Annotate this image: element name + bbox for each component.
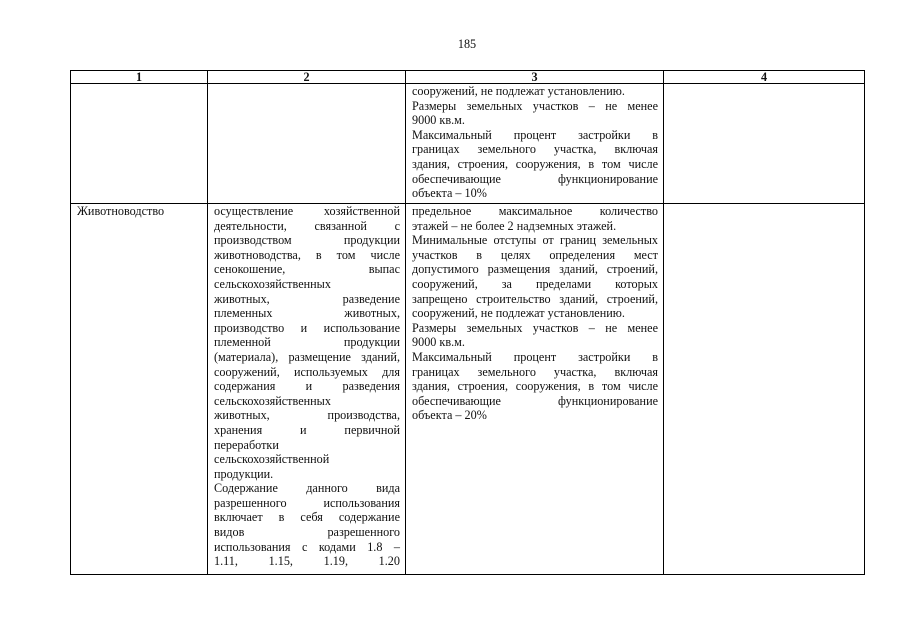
column-header-3: 3 [406,71,664,84]
text-line: запрещено строительство зданий, строений, [412,291,658,306]
text-line: животных, производства, [214,408,400,423]
regulations-table [70,70,865,575]
text-line: производством продукции [214,233,400,248]
text-line: здания, строения, сооружения, в том числе [412,156,658,171]
text-line: Содержание данного вида [214,481,400,496]
text-line: племенных животных, [214,306,400,321]
text-line: сельскохозяйственной [214,452,330,467]
text-line: использования с кодами 1.8 – [214,539,400,554]
text-line: Размеры земельных участков – не менее [412,320,658,335]
table-row [71,204,865,575]
use-type-cell [71,204,208,575]
text-line: животноводства, в том числе [214,247,400,262]
use-type-cell [71,84,208,204]
column-header-2: 2 [208,71,406,84]
text-line: допустимого размещения зданий, строений, [412,262,658,277]
text-line: продукции. [214,466,274,481]
text-line: животных, разведение [214,291,400,306]
text-line: объекта – 10% [412,186,487,201]
text-line: Максимальный процент застройки в [412,349,658,364]
text-line: объекта – 20% [412,408,487,423]
header-row [71,71,865,84]
text-line: сенокошение, выпас [214,262,400,277]
text-line: Максимальный процент застройки в [412,127,658,142]
text-line: разрешенного использования [214,495,400,510]
text-line: участков в целях определения мест [412,247,658,262]
text-line: 9000 кв.м. [412,335,465,350]
text-line: (материала), размещение зданий, [214,349,400,364]
use-description-cell [208,204,406,575]
text-line: деятельности, связанной с [214,218,400,233]
text-line: переработки [214,437,279,452]
text-line: сельскохозяйственных [214,276,331,291]
page-number: 185 [457,37,477,51]
text-line: Размеры земельных участков – не менее [412,98,658,113]
notes-cell [664,84,865,204]
text-line: сельскохозяйственных [214,393,331,408]
notes-cell [664,204,865,575]
column-header-4: 4 [664,71,865,84]
text-line: осуществление хозяйственной [214,204,400,218]
column-header-1: 1 [71,71,208,84]
text-line: здания, строения, сооружения, в том числе [412,379,658,394]
text-line: племенной продукции [214,335,400,350]
text-line: предельное максимальное количество [412,204,658,218]
parameters-cell [406,204,664,575]
text-line: сооружений, используемых для [214,364,400,379]
parameters-cell [406,84,664,204]
use-description-cell [208,84,406,204]
text-line: содержания и разведения [214,379,400,394]
text-line: обеспечивающие функционирование [412,393,658,408]
text-line: обеспечивающие функционирование [412,171,658,186]
text-line: сооружений, за пределами которых [412,276,658,291]
text-line: Животноводство [77,204,165,218]
table-row [71,84,865,204]
text-line: 1.11, 1.15, 1.19, 1.20 [214,554,400,569]
text-line: производство и использование [214,320,400,335]
text-line: видов разрешенного [214,525,400,540]
text-line: границах земельного участка, включая [412,364,658,379]
table-body [71,71,865,575]
text-line: включает в себя содержание [214,510,400,525]
text-line: хранения и первичной [214,422,400,437]
text-line: сооружений, не подлежат установлению. [412,306,625,321]
text-line: 9000 кв.м. [412,113,465,128]
text-line: границах земельного участка, включая [412,142,658,157]
text-line: этажей – не более 2 надземных этажей. [412,218,617,233]
text-line: Минимальные отступы от границ земельных [412,233,658,248]
text-line: сооружений, не подлежат установлению. [412,84,625,98]
